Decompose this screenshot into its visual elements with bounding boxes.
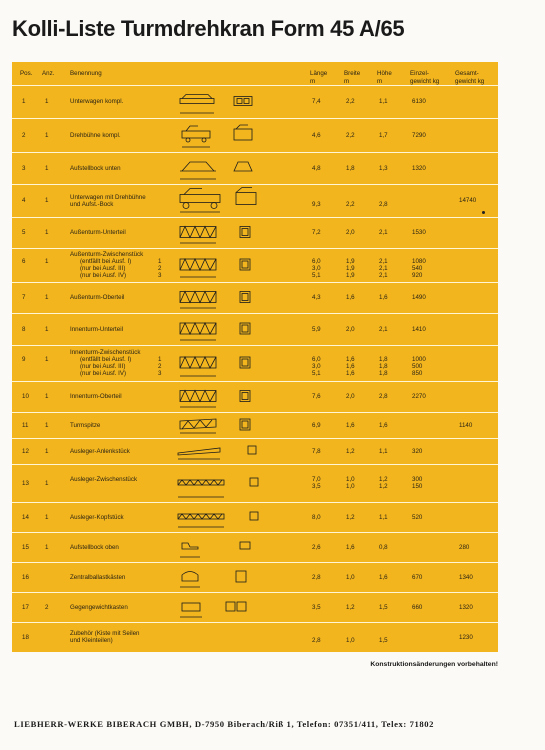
cell-hoehe: 2,1 2,1 2,1 xyxy=(379,258,388,279)
component-sketch xyxy=(176,186,272,220)
cell-hoehe: 1,1 xyxy=(379,98,388,105)
cell-benennung: Unterwagen mit Drehbühne und Aufst.-Bock xyxy=(70,193,146,208)
row-divider xyxy=(12,282,498,283)
component-sketch xyxy=(176,383,272,415)
header-laenge: Länge m xyxy=(310,70,328,85)
cell-hoehe: 2,1 xyxy=(379,229,388,236)
cell-benennung: Innenturm-Zwischenstück (entfällt bei Ausf. I) (nur bei Ausf. III) (nur bei Ausf. IV) xyxy=(70,349,141,377)
cell-hoehe: 1,6 xyxy=(379,294,388,301)
cell-hoehe: 1,6 xyxy=(379,421,388,429)
cell-laenge: 4,6 xyxy=(312,131,321,139)
cell-gesamtgewicht: 14740 xyxy=(459,197,477,204)
cell-hoehe: 0,8 xyxy=(379,543,388,551)
cell-variant-index: 1 2 3 xyxy=(158,258,162,279)
cell-anz: 1 xyxy=(45,479,49,487)
cell-laenge: 6,0 3,0 5,1 xyxy=(312,258,321,279)
cell-gesamtgewicht: 1340 xyxy=(459,573,473,581)
header-breite: Breite m xyxy=(344,70,361,85)
cell-gesamtgewicht: 280 xyxy=(459,543,470,551)
cell-laenge: 3,5 xyxy=(312,603,321,611)
cell-einzelgewicht: 1530 xyxy=(412,229,426,236)
cell-pos: 10 xyxy=(22,393,29,400)
cell-breite: 1,0 xyxy=(346,573,355,581)
cell-laenge: 7,2 xyxy=(312,229,321,236)
cell-laenge: 6,9 xyxy=(312,421,321,429)
cell-benennung: Aufstellbock oben xyxy=(70,543,119,551)
cell-breite: 1,0 1,0 xyxy=(346,476,355,490)
row-divider xyxy=(12,118,498,119)
cell-anz: 1 xyxy=(45,356,49,363)
component-sketch xyxy=(176,284,272,316)
cell-anz: 1 xyxy=(45,543,49,551)
row-divider xyxy=(12,217,498,218)
cell-breite: 1,6 xyxy=(346,421,355,429)
cell-anz: 1 xyxy=(45,197,49,204)
row-divider xyxy=(12,622,498,623)
row-divider xyxy=(12,562,498,563)
table-row xyxy=(12,412,498,438)
cell-breite: 2,2 xyxy=(346,98,355,105)
table-row xyxy=(12,622,498,652)
cell-breite: 2,0 xyxy=(346,229,355,236)
table-row xyxy=(12,592,498,622)
cell-gesamtgewicht: 1230 xyxy=(459,633,473,641)
change-notice: Konstruktionsänderungen vorbehalten! xyxy=(370,661,498,668)
row-divider xyxy=(12,313,498,314)
component-sketch xyxy=(176,87,272,121)
cell-breite: 1,9 1,9 1,9 xyxy=(346,258,355,279)
table-row xyxy=(12,282,498,313)
cell-laenge: 2,6 xyxy=(312,543,321,551)
cell-gesamtgewicht: 1320 xyxy=(459,603,473,611)
cell-laenge: 4,3 xyxy=(312,294,321,301)
cell-pos: 3 xyxy=(22,164,26,172)
cell-benennung: Ausleger-Zwischenstück xyxy=(70,476,138,483)
cell-breite: 1,2 xyxy=(346,447,355,455)
cell-laenge: 7,8 xyxy=(312,447,321,455)
cell-benennung: Gegengewichtkasten xyxy=(70,603,128,611)
cell-breite: 1,6 xyxy=(346,543,355,551)
cell-laenge: 2,8 xyxy=(312,637,321,644)
cell-breite: 1,8 xyxy=(346,164,355,172)
cell-benennung: Innenturm-Unterteil xyxy=(70,325,123,333)
cell-benennung: Außenturm-Oberteil xyxy=(70,294,125,301)
table-row xyxy=(12,184,498,217)
cell-hoehe: 1,2 1,2 xyxy=(379,476,388,490)
cell-pos: 8 xyxy=(22,325,26,333)
cell-pos: 2 xyxy=(22,131,26,139)
cell-pos: 11 xyxy=(22,421,29,429)
header-benennung: Benennung xyxy=(70,70,102,77)
table-row xyxy=(12,532,498,562)
cell-breite: 2,0 xyxy=(346,325,355,333)
cell-einzelgewicht: 320 xyxy=(412,447,423,455)
cell-hoehe: 2,8 xyxy=(379,200,388,208)
cell-hoehe: 1,5 xyxy=(379,637,388,644)
cell-anz: 1 xyxy=(45,325,49,333)
component-sketch xyxy=(176,466,272,505)
cell-benennung: Ausleger-Kopfstück xyxy=(70,513,124,521)
cell-einzelgewicht: 1410 xyxy=(412,325,426,333)
row-divider xyxy=(12,592,498,593)
cell-laenge: 7,4 xyxy=(312,98,321,105)
cell-einzelgewicht: 7290 xyxy=(412,131,426,139)
cell-einzelgewicht: 1080 540 920 xyxy=(412,258,426,279)
cell-hoehe: 1,1 xyxy=(379,513,388,521)
cell-laenge: 8,0 xyxy=(312,513,321,521)
cell-anz: 1 xyxy=(45,131,49,139)
cell-breite: 2,0 xyxy=(346,393,355,400)
row-divider xyxy=(12,464,498,465)
component-sketch xyxy=(176,414,272,441)
cell-hoehe: 2,8 xyxy=(379,393,388,400)
cell-einzelgewicht: 1490 xyxy=(412,294,426,301)
table-row xyxy=(12,381,498,412)
component-sketch xyxy=(176,120,272,155)
component-sketch xyxy=(176,534,272,565)
header-anz: Anz. xyxy=(42,70,55,77)
cell-pos: 12 xyxy=(22,447,29,455)
cell-laenge: 4,8 xyxy=(312,164,321,172)
cell-breite: 2,2 xyxy=(346,200,355,208)
cell-pos: 15 xyxy=(22,543,29,551)
component-sketch xyxy=(176,564,272,595)
cell-anz: 1 xyxy=(45,164,49,172)
cell-benennung: Zubehör (Kiste mit Seilen und Kleinteilen) xyxy=(70,630,140,644)
cell-einzelgewicht: 1320 xyxy=(412,164,426,172)
cell-pos: 18 xyxy=(22,633,29,641)
cell-anz: 1 xyxy=(45,447,49,455)
cell-einzelgewicht: 2270 xyxy=(412,393,426,400)
cell-breite: 1,6 xyxy=(346,294,355,301)
cell-anz: 1 xyxy=(45,229,49,236)
cell-benennung: Ausleger-Anlenkstück xyxy=(70,447,130,455)
component-sketch xyxy=(176,315,272,348)
cell-breite: 1,6 1,6 1,6 xyxy=(346,356,355,377)
cell-anz: 1 xyxy=(45,258,49,265)
cell-hoehe: 1,1 xyxy=(379,447,388,455)
header-einzelgewicht: Einzel- gewicht kg xyxy=(410,70,440,85)
cell-pos: 7 xyxy=(22,294,26,301)
cell-hoehe: 1,7 xyxy=(379,131,388,139)
cell-hoehe: 2,1 xyxy=(379,325,388,333)
row-divider xyxy=(12,381,498,382)
cell-breite: 1,2 xyxy=(346,513,355,521)
row-divider xyxy=(12,532,498,533)
row-divider xyxy=(12,85,498,86)
table-row xyxy=(12,85,498,118)
cell-benennung: Außenturm-Zwischenstück (entfällt bei Ausf. I) (nur bei Ausf. III) (nur bei Ausf. IV) xyxy=(70,251,144,279)
table-row xyxy=(12,502,498,532)
row-divider xyxy=(12,502,498,503)
cell-anz: 1 xyxy=(45,294,49,301)
cell-anz: 2 xyxy=(45,603,49,611)
marker-dot xyxy=(482,211,485,214)
cell-anz: 1 xyxy=(45,421,49,429)
table-row xyxy=(12,438,498,464)
component-sketch xyxy=(176,440,272,467)
cell-gesamtgewicht: 1140 xyxy=(459,421,473,429)
cell-pos: 9 xyxy=(22,356,26,363)
cell-anz: 1 xyxy=(45,393,49,400)
row-divider xyxy=(12,438,498,439)
table-row xyxy=(12,248,498,282)
cell-einzelgewicht: 6130 xyxy=(412,98,426,105)
parts-list-table xyxy=(12,62,498,652)
component-sketch xyxy=(176,347,272,384)
row-divider xyxy=(12,345,498,346)
table-row xyxy=(12,464,498,502)
cell-hoehe: 1,8 1,8 1,8 xyxy=(379,356,388,377)
component-sketch xyxy=(176,594,272,625)
cell-pos: 1 xyxy=(22,98,26,105)
cell-einzelgewicht: 520 xyxy=(412,513,423,521)
component-sketch xyxy=(176,154,272,187)
table-row xyxy=(12,345,498,381)
cell-einzelgewicht: 1000 500 850 xyxy=(412,356,426,377)
cell-einzelgewicht: 300 150 xyxy=(412,476,423,490)
cell-breite: 1,0 xyxy=(346,637,355,644)
component-sketch xyxy=(176,504,272,535)
cell-benennung: Innenturm-Oberteil xyxy=(70,393,122,400)
row-divider xyxy=(12,248,498,249)
component-sketch xyxy=(176,219,272,251)
cell-pos: 16 xyxy=(22,573,29,581)
page-title: Kolli-Liste Turmdrehkran Form 45 A/65 xyxy=(12,16,405,41)
cell-hoehe: 1,3 xyxy=(379,164,388,172)
cell-breite: 2,2 xyxy=(346,131,355,139)
cell-anz: 1 xyxy=(45,98,49,105)
table-row xyxy=(12,152,498,184)
cell-benennung: Außenturm-Unterteil xyxy=(70,229,126,236)
cell-laenge: 9,3 xyxy=(312,200,321,208)
cell-hoehe: 1,6 xyxy=(379,573,388,581)
cell-laenge: 7,6 xyxy=(312,393,321,400)
header-pos: Pos. xyxy=(20,70,33,77)
table-row xyxy=(12,217,498,248)
cell-benennung: Drehbühne kompl. xyxy=(70,131,121,139)
table-row xyxy=(12,118,498,152)
component-sketch xyxy=(176,250,272,285)
cell-benennung: Turmspitze xyxy=(70,421,101,429)
cell-laenge: 2,8 xyxy=(312,573,321,581)
cell-einzelgewicht: 660 xyxy=(412,603,423,611)
row-divider xyxy=(12,152,498,153)
cell-anz: 1 xyxy=(45,513,49,521)
header-hoehe: Höhe m xyxy=(377,70,392,85)
table-row xyxy=(12,313,498,345)
cell-pos: 4 xyxy=(22,197,26,204)
header-gesamtgewicht: Gesamt- gewicht kg xyxy=(455,70,485,85)
company-footer: LIEBHERR-WERKE BIBERACH GMBH, D-7950 Biberach/Riß 1, Telefon: 07351/411, Telex: 71802 xyxy=(14,719,435,729)
row-divider xyxy=(12,184,498,185)
cell-laenge: 5,9 xyxy=(312,325,321,333)
cell-breite: 1,2 xyxy=(346,603,355,611)
cell-benennung: Aufstellbock unten xyxy=(70,164,121,172)
cell-hoehe: 1,5 xyxy=(379,603,388,611)
cell-laenge: 7,0 3,5 xyxy=(312,476,321,490)
cell-pos: 17 xyxy=(22,603,29,611)
cell-pos: 13 xyxy=(22,479,29,487)
cell-pos: 5 xyxy=(22,229,26,236)
cell-pos: 14 xyxy=(22,513,29,521)
table-row xyxy=(12,562,498,592)
cell-variant-index: 1 2 3 xyxy=(158,356,162,377)
cell-benennung: Zentralballastkästen xyxy=(70,573,126,581)
cell-laenge: 6,0 3,0 5,1 xyxy=(312,356,321,377)
cell-pos: 6 xyxy=(22,258,26,265)
cell-einzelgewicht: 670 xyxy=(412,573,423,581)
row-divider xyxy=(12,412,498,413)
cell-benennung: Unterwagen kompl. xyxy=(70,98,124,105)
